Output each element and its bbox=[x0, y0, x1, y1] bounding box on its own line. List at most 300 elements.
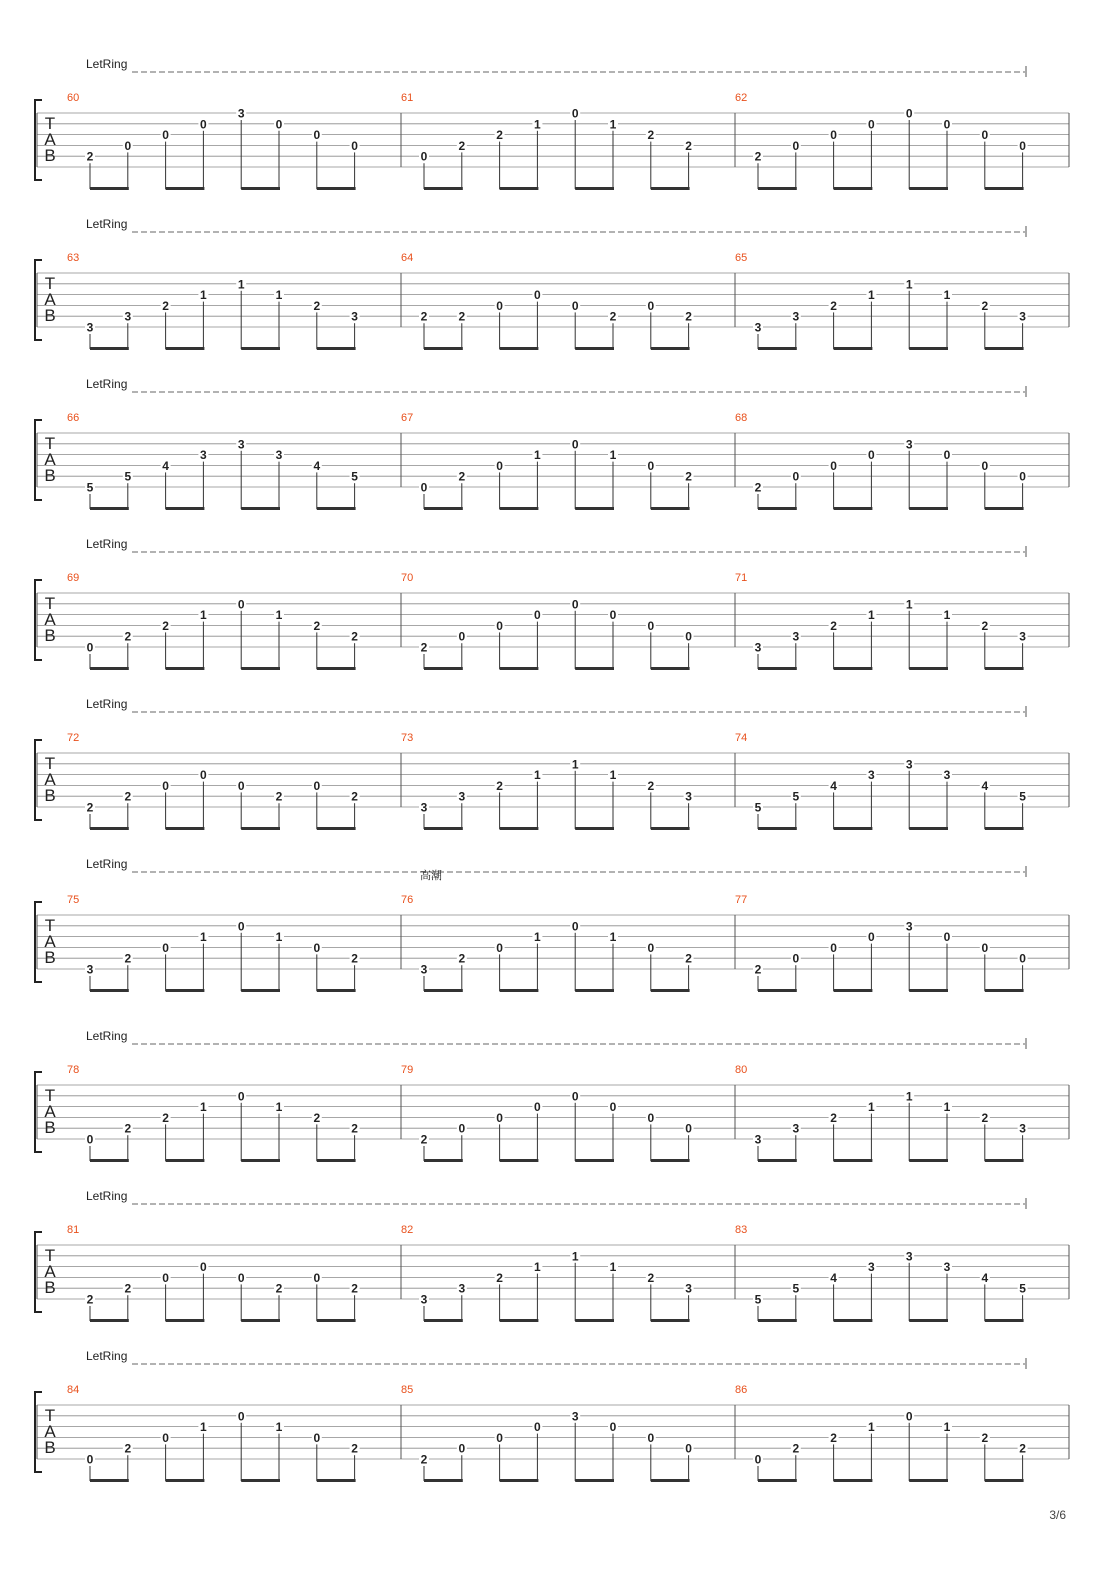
fret-number: 3 bbox=[351, 309, 358, 324]
let-ring-label: LetRing bbox=[86, 377, 128, 391]
note-beam bbox=[985, 989, 1024, 992]
tab-clef-letter: T bbox=[44, 1406, 56, 1425]
system-bracket bbox=[35, 902, 42, 982]
fret-number: 0 bbox=[237, 919, 245, 934]
fret-number: 2 bbox=[275, 789, 283, 804]
note-beam bbox=[166, 1319, 205, 1322]
fret-number: 0 bbox=[754, 1452, 762, 1467]
fret-number: 0 bbox=[534, 288, 541, 303]
let-ring-label: LetRing bbox=[86, 57, 128, 71]
fret-number: 3 bbox=[685, 789, 692, 804]
note-beam bbox=[985, 347, 1024, 350]
fret-number: 0 bbox=[1019, 951, 1026, 966]
note-beam bbox=[909, 507, 948, 510]
fret-number: 2 bbox=[351, 629, 358, 644]
fret-number: 3 bbox=[905, 757, 913, 772]
note-beam bbox=[575, 507, 614, 510]
note-beam bbox=[317, 667, 356, 670]
fret-number: 3 bbox=[754, 320, 762, 335]
fret-number: 0 bbox=[313, 1430, 321, 1445]
fret-number: 0 bbox=[124, 138, 132, 153]
fret-number: 0 bbox=[571, 597, 579, 612]
note-beam bbox=[758, 1159, 797, 1162]
fret-number: 2 bbox=[162, 618, 169, 633]
system-bracket bbox=[35, 1072, 42, 1152]
note-beam bbox=[909, 827, 948, 830]
tab-clef-letter: A bbox=[44, 290, 56, 309]
fret-number: 3 bbox=[905, 1249, 913, 1264]
note-beam bbox=[758, 1319, 797, 1322]
tab-clef-letter: A bbox=[44, 1102, 56, 1121]
measure-number: 86 bbox=[735, 1384, 748, 1396]
fret-number: 3 bbox=[200, 448, 207, 463]
fret-number: 2 bbox=[981, 618, 989, 633]
measure-number: 60 bbox=[67, 92, 80, 104]
fret-number: 2 bbox=[124, 1281, 132, 1296]
fret-number: 0 bbox=[571, 437, 579, 452]
fret-number: 3 bbox=[275, 448, 283, 463]
note-beam bbox=[575, 1319, 614, 1322]
fret-number: 2 bbox=[685, 469, 692, 484]
measure-number: 73 bbox=[401, 732, 414, 744]
note-beam bbox=[834, 989, 873, 992]
fret-number: 2 bbox=[351, 1441, 358, 1456]
fret-number: 0 bbox=[1019, 138, 1026, 153]
fret-number: 3 bbox=[792, 1121, 800, 1136]
note-beam bbox=[424, 507, 463, 510]
section-annotation: 高潮 bbox=[420, 870, 442, 882]
fret-number: 0 bbox=[237, 1270, 245, 1285]
fret-number: 4 bbox=[830, 778, 837, 793]
fret-number: 0 bbox=[571, 919, 579, 934]
note-beam bbox=[909, 1159, 948, 1162]
fret-number: 1 bbox=[609, 1260, 617, 1275]
note-beam bbox=[317, 187, 356, 190]
fret-number: 2 bbox=[981, 1430, 989, 1445]
measure-number: 78 bbox=[67, 1064, 80, 1076]
fret-number: 2 bbox=[458, 951, 466, 966]
note-beam bbox=[90, 507, 129, 510]
note-beam bbox=[90, 1479, 129, 1482]
fret-number: 0 bbox=[943, 930, 951, 945]
fret-number: 5 bbox=[792, 789, 800, 804]
let-ring-label: LetRing bbox=[86, 1029, 128, 1043]
fret-number: 0 bbox=[313, 1270, 321, 1285]
fret-number: 3 bbox=[458, 1281, 466, 1296]
note-beam bbox=[241, 1319, 280, 1322]
fret-number: 0 bbox=[943, 448, 951, 463]
note-beam bbox=[424, 1159, 463, 1162]
let-ring-label: LetRing bbox=[86, 697, 128, 711]
note-beam bbox=[575, 989, 614, 992]
note-beam bbox=[500, 347, 539, 350]
fret-number: 5 bbox=[754, 1292, 762, 1307]
fret-number: 3 bbox=[1019, 1121, 1026, 1136]
fret-number: 3 bbox=[237, 106, 245, 121]
fret-number: 2 bbox=[313, 298, 321, 313]
fret-number: 2 bbox=[685, 309, 692, 324]
fret-number: 3 bbox=[905, 437, 913, 452]
measure-number: 79 bbox=[401, 1064, 414, 1076]
note-beam bbox=[651, 507, 690, 510]
note-beam bbox=[909, 1479, 948, 1482]
fret-number: 1 bbox=[943, 288, 951, 303]
fret-number: 0 bbox=[86, 1452, 94, 1467]
fret-number: 2 bbox=[647, 128, 655, 143]
note-beam bbox=[651, 347, 690, 350]
note-beam bbox=[575, 667, 614, 670]
note-beam bbox=[758, 187, 797, 190]
fret-number: 0 bbox=[496, 940, 503, 955]
note-beam bbox=[424, 187, 463, 190]
note-beam bbox=[834, 667, 873, 670]
note-beam bbox=[500, 1319, 539, 1322]
note-beam bbox=[651, 827, 690, 830]
note-beam bbox=[166, 507, 205, 510]
fret-number: 1 bbox=[200, 608, 207, 623]
fret-number: 1 bbox=[275, 1100, 283, 1115]
fret-number: 3 bbox=[1019, 629, 1026, 644]
fret-number: 3 bbox=[754, 1132, 762, 1147]
note-beam bbox=[575, 347, 614, 350]
fret-number: 1 bbox=[868, 608, 875, 623]
measure-number: 82 bbox=[401, 1224, 414, 1236]
tab-clef-letter: A bbox=[44, 1262, 56, 1281]
fret-number: 3 bbox=[571, 1409, 579, 1424]
fret-number: 3 bbox=[124, 309, 132, 324]
measure-number: 72 bbox=[67, 732, 80, 744]
fret-number: 2 bbox=[830, 1430, 837, 1445]
note-beam bbox=[834, 507, 873, 510]
note-beam bbox=[834, 1479, 873, 1482]
fret-number: 2 bbox=[420, 640, 428, 655]
fret-number: 0 bbox=[200, 768, 207, 783]
fret-number: 0 bbox=[792, 469, 800, 484]
fret-number: 1 bbox=[275, 608, 283, 623]
note-beam bbox=[90, 989, 129, 992]
system-bracket bbox=[35, 1232, 42, 1312]
fret-number: 0 bbox=[162, 1430, 169, 1445]
fret-number: 2 bbox=[124, 1121, 132, 1136]
fret-number: 2 bbox=[351, 1121, 358, 1136]
fret-number: 0 bbox=[647, 458, 655, 473]
note-beam bbox=[241, 827, 280, 830]
measure-number: 64 bbox=[401, 252, 414, 264]
fret-number: 2 bbox=[351, 1281, 358, 1296]
note-beam bbox=[575, 827, 614, 830]
note-beam bbox=[500, 1479, 539, 1482]
fret-number: 0 bbox=[86, 1132, 94, 1147]
note-beam bbox=[424, 667, 463, 670]
fret-number: 1 bbox=[609, 117, 617, 132]
fret-number: 0 bbox=[496, 1110, 503, 1125]
tab-clef-letter: A bbox=[44, 130, 56, 149]
note-beam bbox=[575, 187, 614, 190]
fret-number: 2 bbox=[351, 951, 358, 966]
measure-number: 71 bbox=[735, 572, 748, 584]
page-number: 3/6 bbox=[1049, 1508, 1066, 1522]
fret-number: 3 bbox=[905, 919, 913, 934]
fret-number: 0 bbox=[981, 458, 989, 473]
fret-number: 0 bbox=[496, 298, 503, 313]
note-beam bbox=[758, 347, 797, 350]
fret-number: 0 bbox=[313, 940, 321, 955]
fret-number: 2 bbox=[830, 298, 837, 313]
fret-number: 1 bbox=[534, 930, 541, 945]
note-beam bbox=[424, 989, 463, 992]
fret-number: 1 bbox=[200, 1100, 207, 1115]
note-beam bbox=[651, 187, 690, 190]
fret-number: 3 bbox=[685, 1281, 692, 1296]
fret-number: 5 bbox=[754, 800, 762, 815]
fret-number: 4 bbox=[162, 458, 169, 473]
let-ring-label: LetRing bbox=[86, 1189, 128, 1203]
fret-number: 1 bbox=[237, 277, 245, 292]
note-beam bbox=[500, 187, 539, 190]
note-beam bbox=[500, 827, 539, 830]
fret-number: 0 bbox=[647, 618, 655, 633]
fret-number: 2 bbox=[496, 778, 503, 793]
note-beam bbox=[651, 1319, 690, 1322]
fret-number: 3 bbox=[868, 768, 875, 783]
tab-clef-letter: B bbox=[44, 306, 56, 325]
fret-number: 0 bbox=[792, 951, 800, 966]
fret-number: 0 bbox=[313, 128, 321, 143]
note-beam bbox=[241, 1159, 280, 1162]
fret-number: 2 bbox=[685, 138, 692, 153]
measure-number: 69 bbox=[67, 572, 80, 584]
fret-number: 2 bbox=[830, 618, 837, 633]
fret-number: 2 bbox=[647, 778, 655, 793]
fret-number: 0 bbox=[496, 458, 503, 473]
fret-number: 1 bbox=[534, 1260, 541, 1275]
fret-number: 2 bbox=[981, 1110, 989, 1125]
fret-number: 3 bbox=[943, 1260, 951, 1275]
fret-number: 0 bbox=[685, 629, 692, 644]
fret-number: 1 bbox=[571, 1249, 579, 1264]
fret-number: 2 bbox=[458, 138, 466, 153]
fret-number: 1 bbox=[943, 1100, 951, 1115]
fret-number: 3 bbox=[237, 437, 245, 452]
fret-number: 0 bbox=[1019, 469, 1026, 484]
note-beam bbox=[985, 667, 1024, 670]
fret-number: 0 bbox=[458, 1121, 466, 1136]
fret-number: 2 bbox=[754, 962, 762, 977]
note-beam bbox=[758, 989, 797, 992]
fret-number: 0 bbox=[830, 940, 837, 955]
fret-number: 1 bbox=[609, 768, 617, 783]
note-beam bbox=[651, 989, 690, 992]
note-beam bbox=[909, 989, 948, 992]
tab-clef-letter: A bbox=[44, 610, 56, 629]
fret-number: 5 bbox=[1019, 1281, 1026, 1296]
fret-number: 2 bbox=[313, 1110, 321, 1125]
note-beam bbox=[758, 667, 797, 670]
fret-number: 0 bbox=[534, 608, 541, 623]
measure-number: 67 bbox=[401, 412, 414, 424]
fret-number: 2 bbox=[981, 298, 989, 313]
tab-clef-letter: A bbox=[44, 1422, 56, 1441]
fret-number: 0 bbox=[868, 448, 875, 463]
measure-number: 77 bbox=[735, 894, 748, 906]
fret-number: 0 bbox=[162, 1270, 169, 1285]
fret-number: 0 bbox=[571, 1089, 579, 1104]
fret-number: 0 bbox=[647, 1430, 655, 1445]
fret-number: 4 bbox=[830, 1270, 837, 1285]
fret-number: 2 bbox=[496, 128, 503, 143]
fret-number: 1 bbox=[868, 1100, 875, 1115]
fret-number: 1 bbox=[275, 1420, 283, 1435]
note-beam bbox=[834, 827, 873, 830]
fret-number: 2 bbox=[162, 298, 169, 313]
fret-number: 1 bbox=[275, 930, 283, 945]
note-beam bbox=[90, 1159, 129, 1162]
note-beam bbox=[909, 187, 948, 190]
note-beam bbox=[90, 347, 129, 350]
tab-clef-letter: T bbox=[44, 916, 56, 935]
fret-number: 0 bbox=[420, 149, 428, 164]
fret-number: 3 bbox=[420, 800, 428, 815]
note-beam bbox=[166, 1159, 205, 1162]
note-beam bbox=[317, 1479, 356, 1482]
fret-number: 0 bbox=[981, 128, 989, 143]
note-beam bbox=[166, 667, 205, 670]
fret-number: 0 bbox=[981, 940, 989, 955]
fret-number: 2 bbox=[420, 1132, 428, 1147]
fret-number: 0 bbox=[830, 128, 837, 143]
tab-clef-letter: T bbox=[44, 594, 56, 613]
fret-number: 0 bbox=[237, 778, 245, 793]
fret-number: 4 bbox=[981, 1270, 989, 1285]
system-bracket bbox=[35, 740, 42, 820]
measure-number: 63 bbox=[67, 252, 80, 264]
note-beam bbox=[758, 507, 797, 510]
fret-number: 0 bbox=[647, 1110, 655, 1125]
fret-number: 0 bbox=[275, 117, 283, 132]
system-bracket bbox=[35, 260, 42, 340]
fret-number: 1 bbox=[943, 608, 951, 623]
fret-number: 0 bbox=[496, 618, 503, 633]
tab-clef-letter: B bbox=[44, 626, 56, 645]
tab-clef-letter: B bbox=[44, 786, 56, 805]
note-beam bbox=[575, 1159, 614, 1162]
note-beam bbox=[651, 1159, 690, 1162]
fret-number: 1 bbox=[905, 1089, 913, 1104]
fret-number: 2 bbox=[754, 480, 762, 495]
let-ring-label: LetRing bbox=[86, 857, 128, 871]
let-ring-label: LetRing bbox=[86, 537, 128, 551]
fret-number: 2 bbox=[162, 1110, 169, 1125]
note-beam bbox=[985, 1159, 1024, 1162]
note-beam bbox=[834, 187, 873, 190]
measure-number: 75 bbox=[67, 894, 80, 906]
note-beam bbox=[90, 827, 129, 830]
note-beam bbox=[317, 507, 356, 510]
system-bracket bbox=[35, 420, 42, 500]
fret-number: 0 bbox=[685, 1441, 692, 1456]
fret-number: 0 bbox=[458, 1441, 466, 1456]
fret-number: 1 bbox=[275, 288, 283, 303]
measure-number: 76 bbox=[401, 894, 414, 906]
measure-number: 68 bbox=[735, 412, 748, 424]
fret-number: 0 bbox=[647, 298, 655, 313]
fret-number: 2 bbox=[754, 149, 762, 164]
fret-number: 3 bbox=[943, 768, 951, 783]
fret-number: 4 bbox=[981, 778, 989, 793]
note-beam bbox=[317, 1319, 356, 1322]
note-beam bbox=[424, 827, 463, 830]
tab-clef-letter: B bbox=[44, 146, 56, 165]
fret-number: 0 bbox=[868, 930, 875, 945]
fret-number: 2 bbox=[609, 309, 617, 324]
note-beam bbox=[424, 1479, 463, 1482]
fret-number: 1 bbox=[534, 768, 541, 783]
note-beam bbox=[241, 507, 280, 510]
tab-clef-letter: A bbox=[44, 932, 56, 951]
fret-number: 0 bbox=[647, 940, 655, 955]
tab-clef-letter: B bbox=[44, 1438, 56, 1457]
fret-number: 1 bbox=[534, 117, 541, 132]
note-beam bbox=[166, 347, 205, 350]
tab-clef-letter: T bbox=[44, 1246, 56, 1265]
tab-clef-letter: T bbox=[44, 1086, 56, 1105]
fret-number: 0 bbox=[609, 1420, 617, 1435]
fret-number: 2 bbox=[647, 1270, 655, 1285]
note-beam bbox=[166, 989, 205, 992]
tab-clef-letter: A bbox=[44, 450, 56, 469]
tab-clef-letter: B bbox=[44, 948, 56, 967]
note-beam bbox=[834, 347, 873, 350]
note-beam bbox=[985, 1479, 1024, 1482]
fret-number: 0 bbox=[792, 138, 800, 153]
note-beam bbox=[500, 667, 539, 670]
fret-number: 2 bbox=[86, 149, 94, 164]
fret-number: 2 bbox=[275, 1281, 283, 1296]
note-beam bbox=[166, 187, 205, 190]
note-beam bbox=[651, 667, 690, 670]
fret-number: 1 bbox=[905, 277, 913, 292]
fret-number: 0 bbox=[237, 1409, 245, 1424]
fret-number: 2 bbox=[458, 469, 466, 484]
fret-number: 2 bbox=[1019, 1441, 1026, 1456]
fret-number: 2 bbox=[420, 1452, 428, 1467]
system-bracket bbox=[35, 1392, 42, 1472]
note-beam bbox=[985, 507, 1024, 510]
fret-number: 1 bbox=[200, 930, 207, 945]
fret-number: 1 bbox=[609, 448, 617, 463]
fret-number: 5 bbox=[124, 469, 132, 484]
measure-number: 83 bbox=[735, 1224, 748, 1236]
note-beam bbox=[317, 1159, 356, 1162]
note-beam bbox=[758, 827, 797, 830]
fret-number: 0 bbox=[458, 629, 466, 644]
measure-number: 85 bbox=[401, 1384, 414, 1396]
measure-number: 74 bbox=[735, 732, 748, 744]
fret-number: 2 bbox=[313, 618, 321, 633]
measure-number: 61 bbox=[401, 92, 414, 104]
note-beam bbox=[834, 1159, 873, 1162]
fret-number: 3 bbox=[420, 1292, 428, 1307]
fret-number: 0 bbox=[86, 640, 94, 655]
tab-clef-letter: A bbox=[44, 770, 56, 789]
fret-number: 0 bbox=[351, 138, 358, 153]
note-beam bbox=[317, 827, 356, 830]
note-beam bbox=[241, 187, 280, 190]
note-beam bbox=[575, 1479, 614, 1482]
fret-number: 0 bbox=[200, 117, 207, 132]
note-beam bbox=[241, 667, 280, 670]
tab-clef-letter: B bbox=[44, 1118, 56, 1137]
